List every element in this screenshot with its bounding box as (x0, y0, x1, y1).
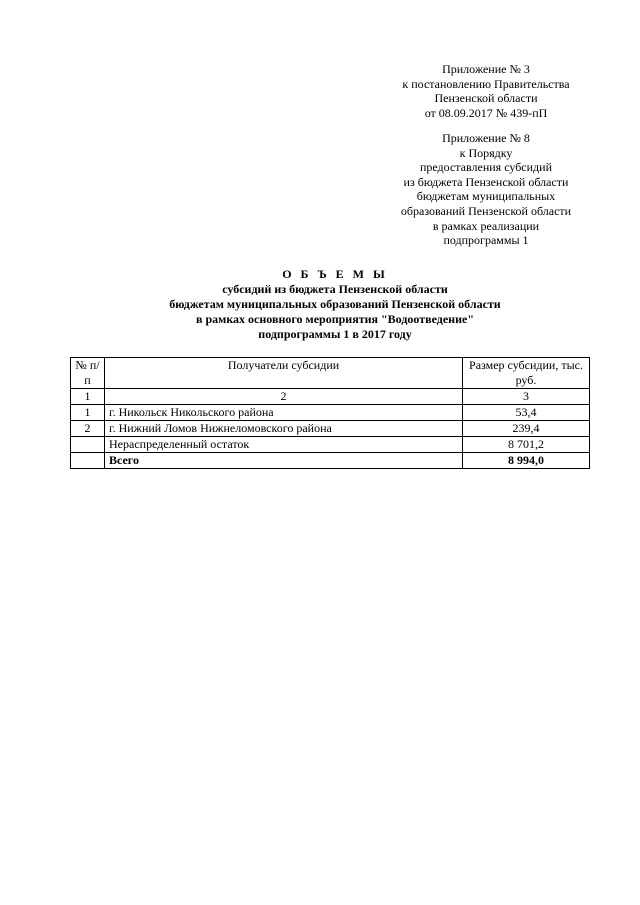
row-num: 2 (71, 421, 105, 437)
row-amount: 8 701,2 (463, 437, 590, 453)
document-title: О Б Ъ Е М Ы (282, 267, 388, 281)
header-amount: Размер субсидии, тыс. руб. (463, 358, 590, 389)
row-amount: 239,4 (463, 421, 590, 437)
table-row (71, 405, 590, 421)
column-number: 2 (105, 389, 463, 405)
appendix-8-line: к Порядку (459, 145, 513, 160)
appendix-3-line: Пензенской области (434, 91, 538, 106)
appendix-8-line: из бюджета Пензенской области (403, 174, 569, 189)
total-label: Всего (105, 453, 463, 469)
header-num: № п/п (71, 358, 105, 389)
appendix-8-line: предоставления субсидий (419, 160, 553, 175)
document-subtitle-line: бюджетам муниципальных образований Пензенской области (169, 297, 501, 311)
table-header-row (71, 358, 590, 389)
row-num (71, 437, 105, 453)
row-num: 1 (71, 405, 105, 421)
appendix-8-block (386, 131, 586, 248)
table-row (71, 437, 590, 453)
row-amount: 53,4 (463, 405, 590, 421)
column-number: 1 (71, 389, 105, 405)
appendix-3-line: к постановлению Правительства (402, 76, 570, 91)
total-num-cell (71, 453, 105, 469)
row-recipient: г. Никольск Никольского района (105, 405, 463, 421)
row-recipient: Нераспределенный остаток (105, 437, 463, 453)
document-heading (60, 267, 610, 342)
appendix-3-block (386, 62, 586, 120)
column-number: 3 (463, 389, 590, 405)
appendix-3-line: Приложение № 3 (442, 62, 530, 76)
document-subtitle-line: в рамках основного мероприятия "Водоотведение" (195, 312, 474, 326)
appendix-8-line: Приложение № 8 (442, 131, 530, 145)
row-recipient: г. Нижний Ломов Нижнеломовского района (105, 421, 463, 437)
appendix-8-line: в рамках реализации (432, 218, 540, 233)
table-total-row (71, 453, 590, 469)
column-number-row (71, 389, 590, 405)
document-subtitle-line: субсидий из бюджета Пензенской области (222, 282, 448, 296)
appendix-8-line: образований Пензенской области (400, 203, 572, 218)
document-subtitle-line: подпрограммы 1 в 2017 году (258, 327, 412, 341)
table-row (71, 421, 590, 437)
appendix-3-line: от 08.09.2017 № 439-пП (424, 105, 548, 120)
subsidy-table (70, 357, 590, 469)
appendix-8-line: подпрограммы 1 (443, 233, 529, 248)
header-recipients: Получатели субсидии (105, 358, 463, 389)
total-amount: 8 994,0 (463, 453, 590, 469)
appendix-8-line: бюджетам муниципальных (416, 189, 556, 204)
